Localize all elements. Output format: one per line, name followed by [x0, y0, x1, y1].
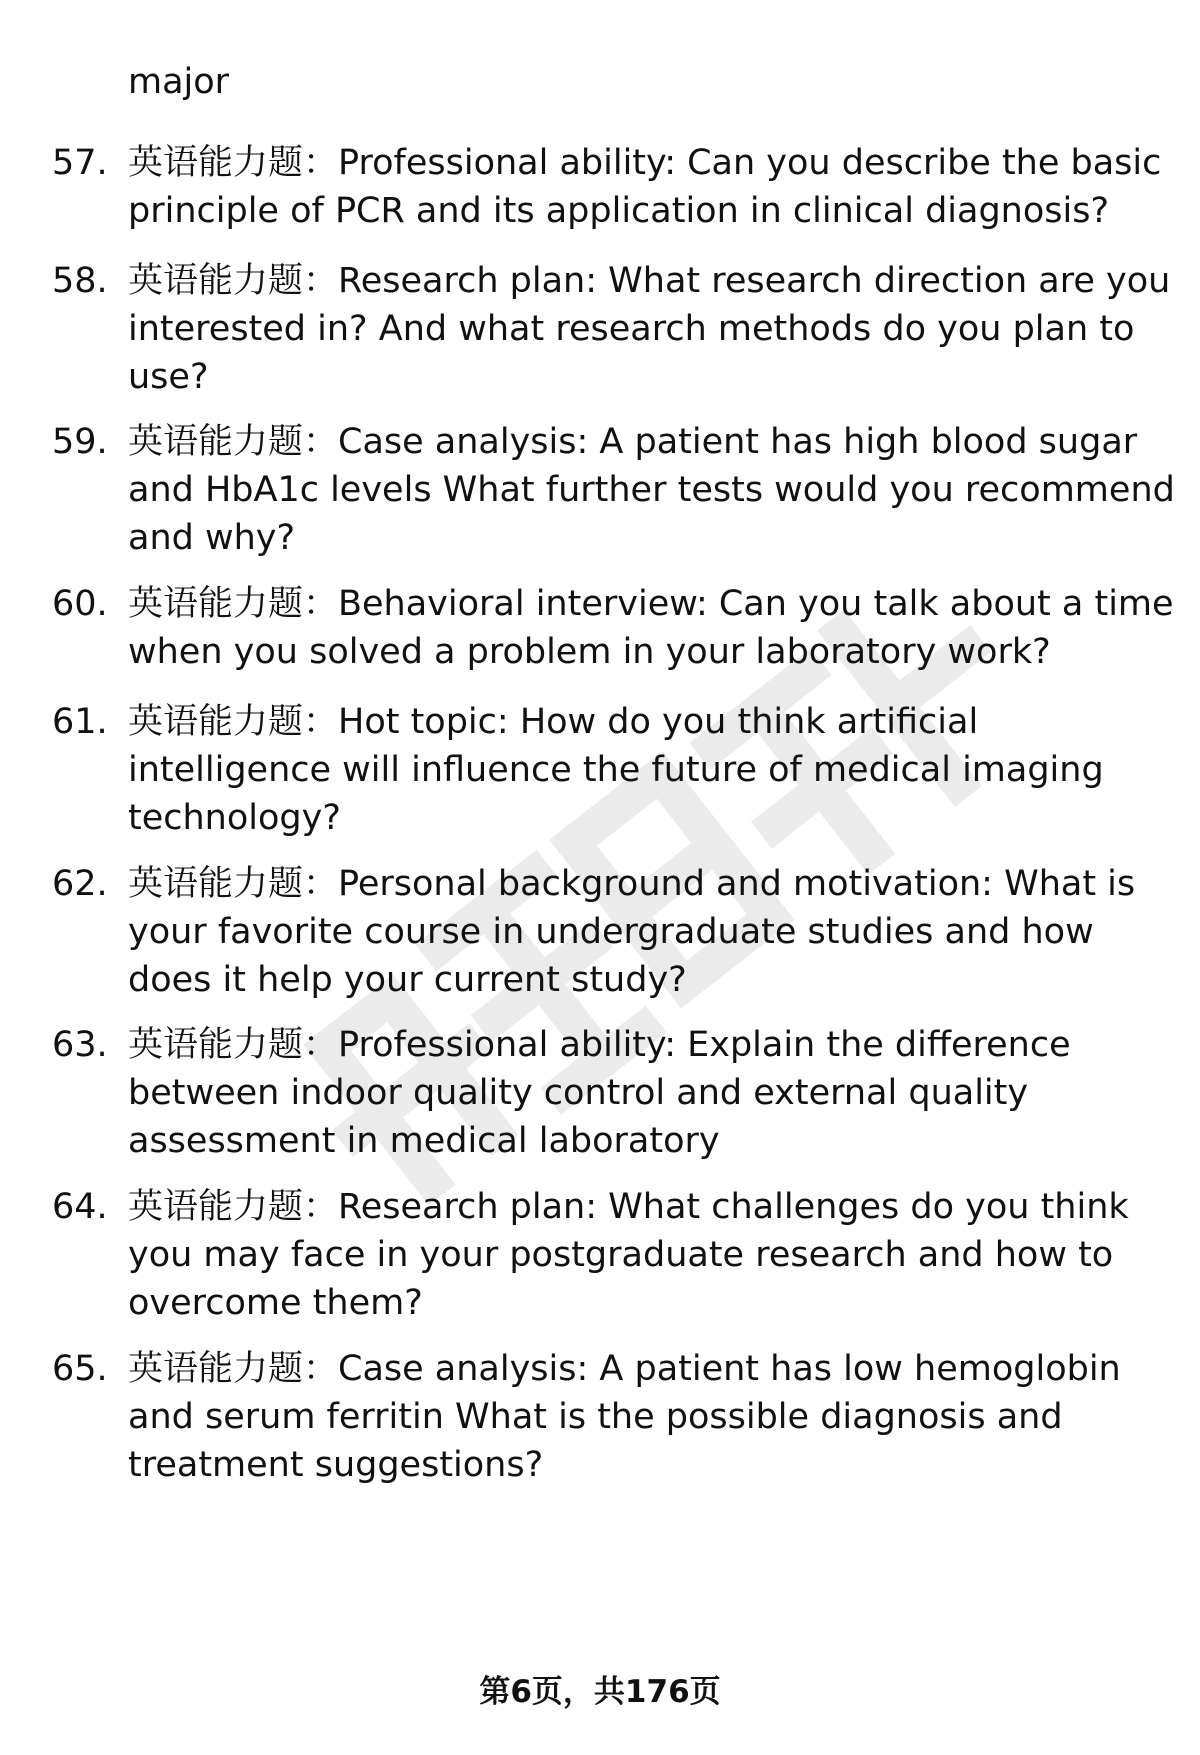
question-line: and why? — [128, 518, 296, 558]
question-line: 英语能力题：Professional ability: Explain the difference — [128, 1025, 1071, 1065]
question-text — [128, 1183, 1168, 1327]
question-number: 62. — [52, 864, 108, 904]
question-line: and HbA1c levels What further tests would you recommend — [128, 470, 1175, 510]
question-line: treatment suggestions? — [128, 1445, 544, 1485]
question-line: 英语能力题：Case analysis: A patient has low hemoglobin — [128, 1349, 1121, 1389]
question-number: 59. — [52, 422, 108, 462]
question-number: 60. — [52, 584, 108, 624]
question-line: your favorite course in undergraduate studies and how — [128, 912, 1094, 952]
question-line: 英语能力题：Personal background and motivation: What is — [128, 864, 1136, 904]
question-text — [128, 1021, 1168, 1165]
question-text — [128, 257, 1171, 401]
question-line: interested in? And what research methods do you plan to — [128, 309, 1135, 349]
question-number: 61. — [52, 702, 108, 742]
question-number: 58. — [52, 261, 108, 301]
question-text — [128, 698, 1168, 842]
question-line: principle of PCR and its application in clinical diagnosis? — [128, 191, 1110, 231]
continuation-line: major — [128, 62, 230, 102]
question-line: use? — [128, 357, 209, 397]
question-text — [128, 418, 1175, 562]
page-footer: 第6页，共176页 — [479, 1674, 721, 1710]
question-line: 英语能力题：Case analysis: A patient has high blood sugar — [128, 422, 1138, 462]
question-text — [128, 580, 1174, 676]
question-line: 英语能力题：Research plan: What research direction are you — [128, 261, 1171, 301]
question-line: 英语能力题：Research plan: What challenges do you think — [128, 1187, 1129, 1227]
question-line: does it help your current study? — [128, 960, 687, 1000]
question-line: between indoor quality control and external quality — [128, 1073, 1029, 1113]
question-number: 63. — [52, 1025, 108, 1065]
question-text — [128, 860, 1168, 1004]
question-line: overcome them? — [128, 1283, 423, 1323]
question-text — [128, 139, 1168, 235]
question-number: 64. — [52, 1187, 108, 1227]
question-number: 65. — [52, 1349, 108, 1389]
question-line: you may face in your postgraduate research and how to — [128, 1235, 1114, 1275]
question-line: technology? — [128, 798, 341, 838]
question-line: when you solved a problem in your laboratory work? — [128, 632, 1051, 672]
question-text — [128, 1345, 1168, 1489]
question-line: 英语能力题：Hot topic: How do you think artificial — [128, 702, 979, 742]
question-line: and serum ferritin What is the possible diagnosis and — [128, 1397, 1063, 1437]
question-line: assessment in medical laboratory — [128, 1121, 720, 1161]
question-line: 英语能力题：Behavioral interview: Can you talk about a time — [128, 584, 1174, 624]
question-number: 57. — [52, 143, 108, 183]
question-line: intelligence will influence the future of medical imaging — [128, 750, 1104, 790]
question-line: 英语能力题：Professional ability: Can you describe the basic — [128, 143, 1162, 183]
